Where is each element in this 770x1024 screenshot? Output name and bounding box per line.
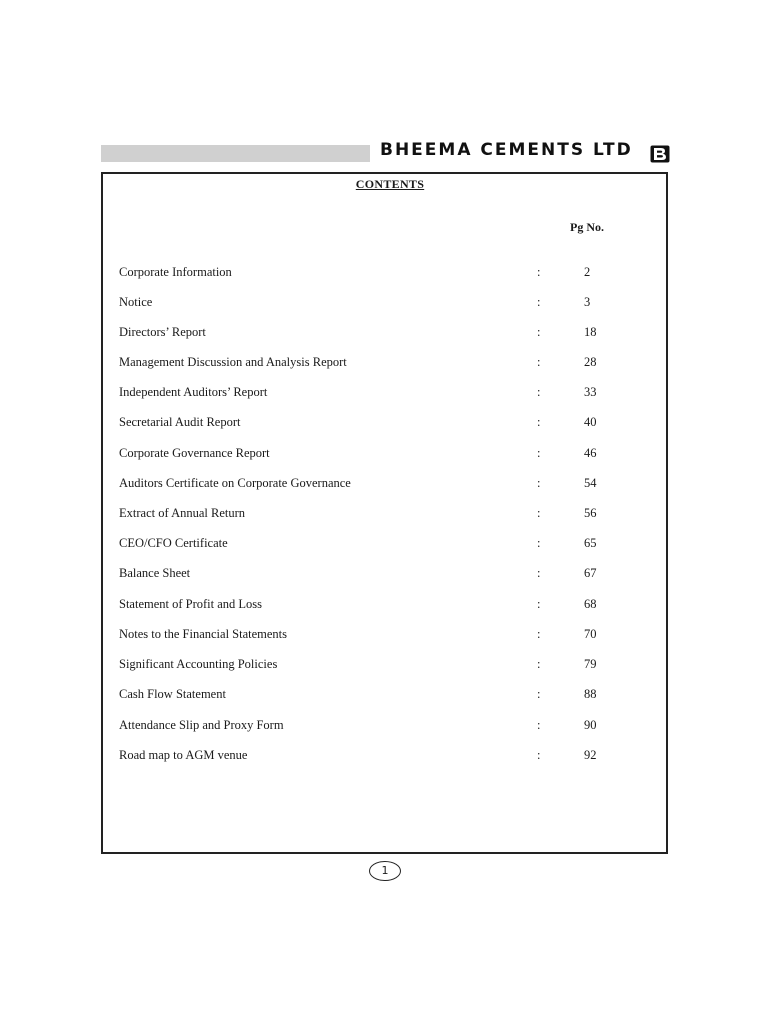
toc-item-page: 33 (584, 385, 597, 399)
toc-item-page: 28 (584, 355, 597, 369)
company-logo-icon (650, 145, 670, 163)
toc-row (0, 476, 770, 494)
toc-item-page: 68 (584, 597, 597, 611)
toc-separator: : (537, 718, 541, 732)
toc-separator: : (537, 536, 541, 550)
toc-row (0, 627, 770, 645)
toc-row (0, 718, 770, 736)
toc-row (0, 295, 770, 313)
toc-row (0, 748, 770, 766)
toc-row (0, 355, 770, 373)
page-column-header: Pg No. (570, 220, 604, 234)
toc-row (0, 415, 770, 433)
toc-item-page: 46 (584, 446, 597, 460)
toc-item-page: 65 (584, 536, 597, 550)
toc-separator: : (537, 325, 541, 339)
toc-item-title: Secretarial Audit Report (119, 415, 241, 429)
toc-separator: : (537, 748, 541, 762)
toc-item-title: Cash Flow Statement (119, 687, 226, 701)
toc-item-page: 79 (584, 657, 597, 671)
toc-row (0, 657, 770, 675)
toc-separator: : (537, 627, 541, 641)
toc-separator: : (537, 446, 541, 460)
toc-item-title: Directors’ Report (119, 325, 206, 339)
header-gray-bar (101, 145, 370, 162)
toc-item-page: 70 (584, 627, 597, 641)
toc-item-title: Notes to the Financial Statements (119, 627, 288, 641)
toc-item-title: Attendance Slip and Proxy Form (119, 718, 284, 732)
toc-item-title: Auditors Certificate on Corporate Governance (119, 476, 351, 490)
toc-item-page: 2 (584, 265, 591, 279)
toc-item-title: Independent Auditors’ Report (119, 385, 268, 399)
toc-separator: : (537, 657, 541, 671)
toc-separator: : (537, 295, 541, 309)
page-number: 1 (369, 861, 401, 881)
toc-row (0, 446, 770, 464)
toc-row (0, 566, 770, 584)
toc-item-page: 40 (584, 415, 597, 429)
toc-item-page: 90 (584, 718, 597, 732)
toc-item-page: 88 (584, 687, 597, 701)
toc-separator: : (537, 597, 541, 611)
toc-item-title: Road map to AGM venue (119, 748, 248, 762)
toc-item-title: Corporate Governance Report (119, 446, 270, 460)
toc-separator: : (537, 687, 541, 701)
toc-item-title: Extract of Annual Return (119, 506, 246, 520)
toc-item-page: 54 (584, 476, 597, 490)
toc-item-page: 56 (584, 506, 597, 520)
toc-row (0, 506, 770, 524)
toc-row (0, 597, 770, 615)
company-name: BHEEMA CEMENTS LTD (380, 140, 633, 160)
toc-row (0, 687, 770, 705)
toc-item-title: Notice (119, 295, 153, 309)
toc-row (0, 536, 770, 554)
toc-item-title: CEO/CFO Certificate (119, 536, 228, 550)
toc-row (0, 325, 770, 343)
toc-item-title: Balance Sheet (119, 566, 191, 580)
toc-row (0, 265, 770, 283)
toc-item-page: 3 (584, 295, 591, 309)
toc-item-page: 92 (584, 748, 597, 762)
toc-separator: : (537, 476, 541, 490)
toc-item-title: Statement of Profit and Loss (119, 597, 263, 611)
toc-item-page: 67 (584, 566, 597, 580)
toc-separator: : (537, 265, 541, 279)
toc-separator: : (537, 385, 541, 399)
toc-item-title: Management Discussion and Analysis Report (119, 355, 347, 369)
toc-separator: : (537, 415, 541, 429)
contents-title-text: CONTENTS (355, 177, 425, 191)
toc-separator: : (537, 355, 541, 369)
contents-title (0, 177, 770, 192)
toc-row (0, 385, 770, 403)
toc-separator: : (537, 506, 541, 520)
toc-item-title: Corporate Information (119, 265, 232, 279)
toc-item-title: Significant Accounting Policies (119, 657, 278, 671)
toc-separator: : (537, 566, 541, 580)
toc-item-page: 18 (584, 325, 597, 339)
